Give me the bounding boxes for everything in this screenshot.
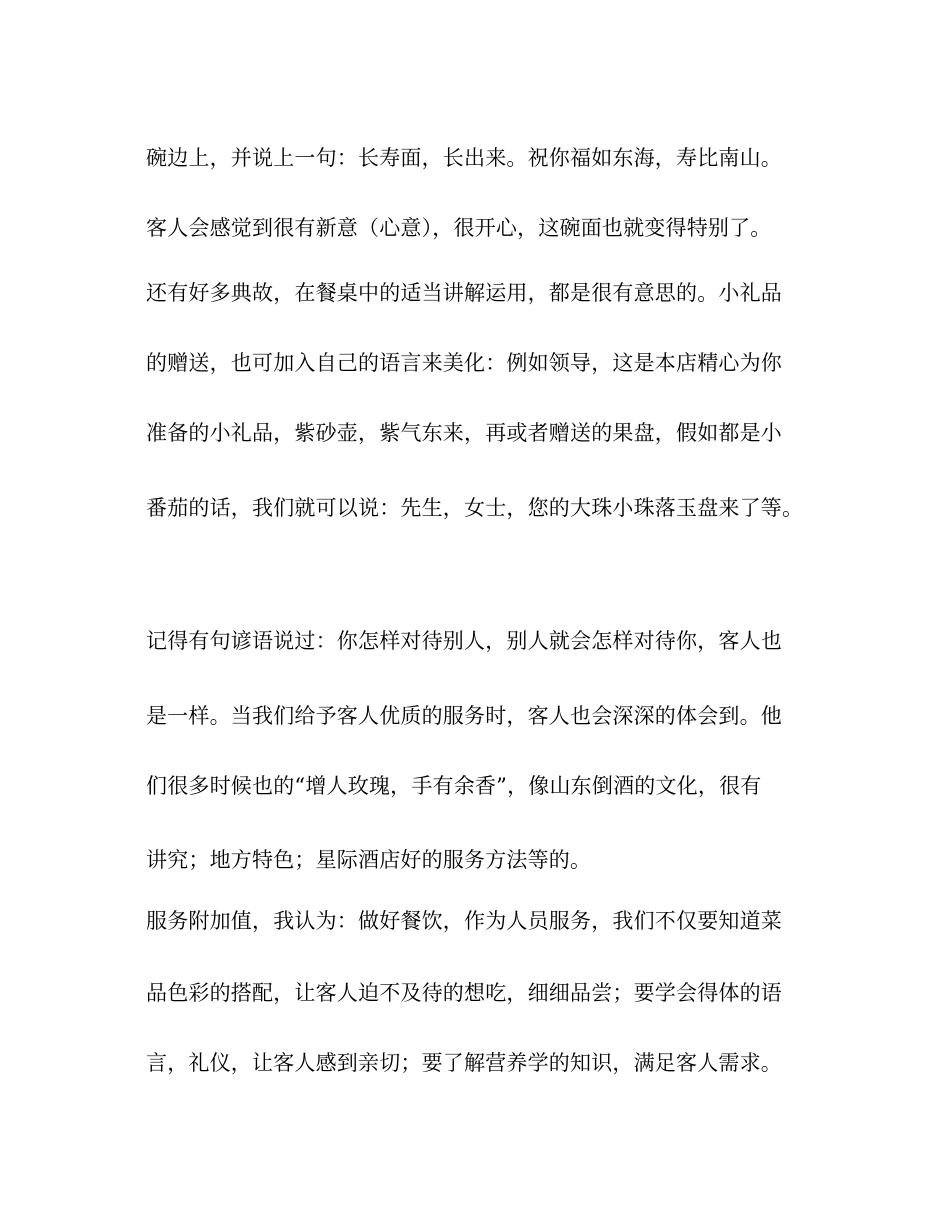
text-line: 品色彩的搭配，让客人迫不及待的想吃，细细品尝；要学会得体的语 (146, 981, 782, 1005)
text-line: 言，礼仪，让客人感到亲切；要了解营养学的知识，满足客人需求。 (146, 1051, 782, 1075)
text-line: 碗边上，并说上一句：长寿面，长出来。祝你福如东海，寿比南山。 (146, 146, 782, 170)
text-line: 准备的小礼品，紫砂壶，紫气东来，再或者赠送的果盘，假如都是小 (146, 421, 782, 445)
text-line: 番茄的话，我们就可以说：先生，女士，您的大珠小珠落玉盘来了等。 (146, 496, 804, 520)
text-line: 客人会感觉到很有新意（心意），很开心，这碗面也就变得特别了。 (146, 216, 772, 240)
text-line: 的赠送，也可加入自己的语言来美化：例如领导，这是本店精心为你 (146, 351, 782, 375)
text-line: 记得有句谚语说过：你怎样对待别人，别人就会怎样对待你，客人也 (146, 629, 782, 653)
text-line: 还有好多典故，在餐桌中的适当讲解运用，都是很有意思的。小礼品 (146, 281, 782, 305)
text-line: 讲究；地方特色；星际酒店好的服务方法等的。 (146, 848, 592, 872)
text-line: 服务附加值，我认为：做好餐饮，作为人员服务，我们不仅要知道菜 (146, 909, 782, 933)
text-line: 是一样。当我们给予客人优质的服务时，客人也会深深的体会到。他 (146, 704, 782, 728)
text-line: 们很多时候也的“增人玫瑰，手有余香”，像山东倒酒的文化，很有 (146, 774, 762, 798)
